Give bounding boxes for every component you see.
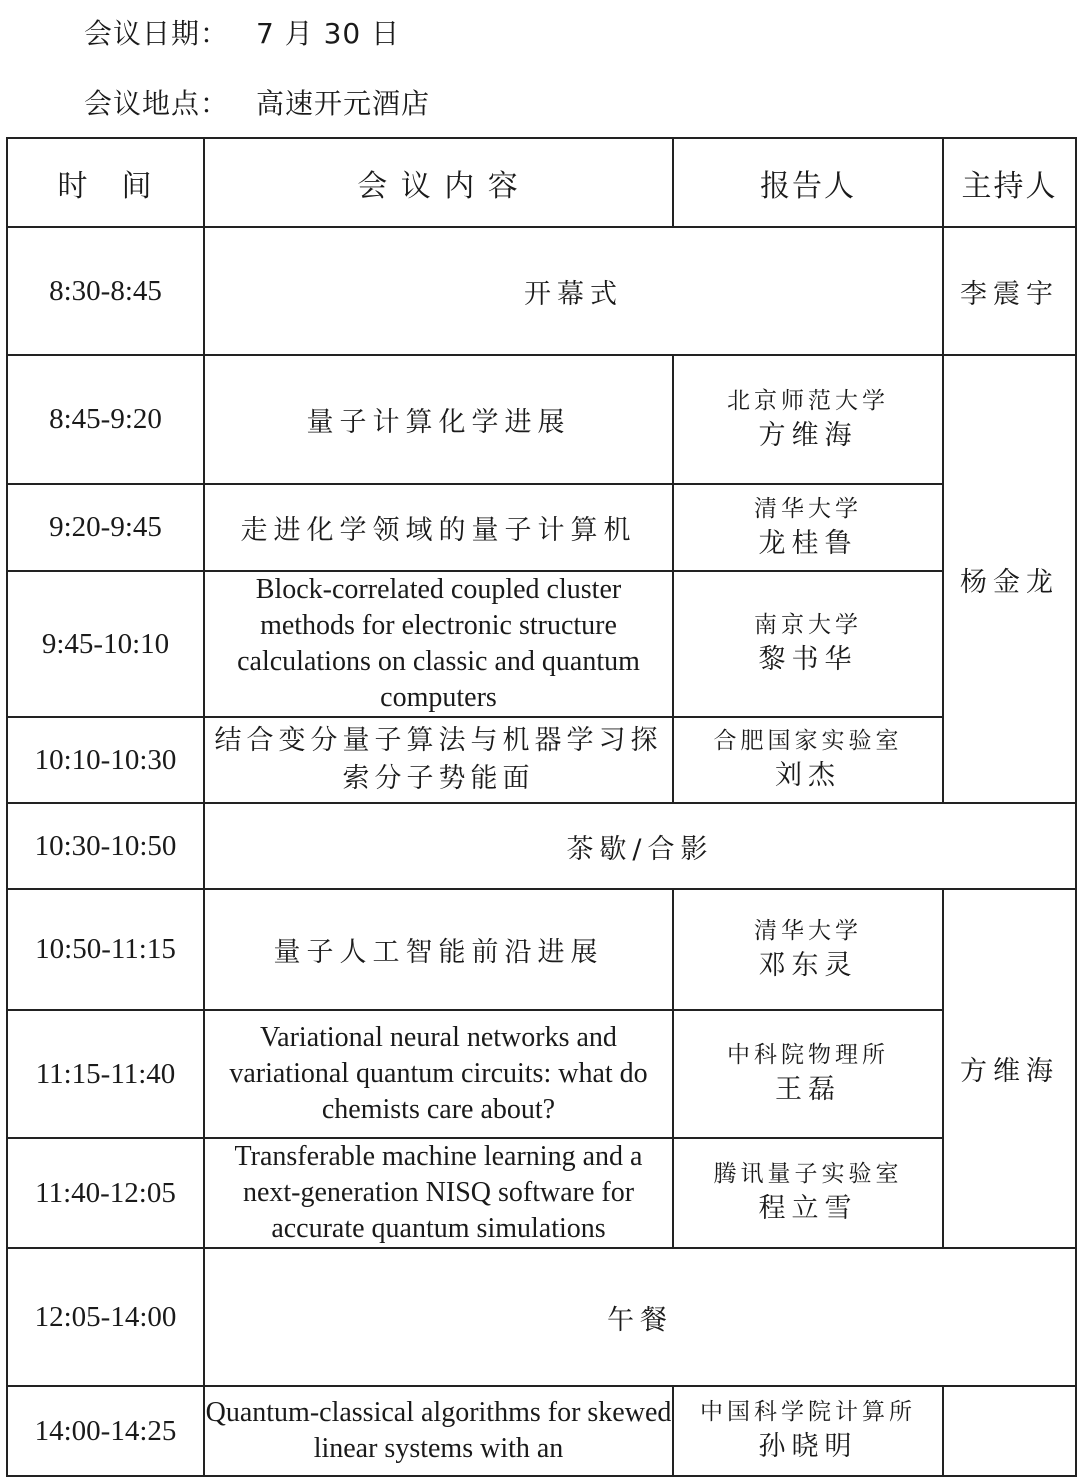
- schedule-table: [6, 137, 1077, 1477]
- speaker-name: 孙晓明: [758, 1431, 858, 1462]
- row-host: 方维海: [943, 889, 1076, 1248]
- speaker-name: 黎书华: [758, 644, 858, 675]
- row-content: 开幕式: [204, 227, 943, 355]
- row-speaker: [673, 484, 943, 571]
- speaker-org: 清华大学: [754, 917, 862, 944]
- table-row: [7, 889, 1076, 1010]
- row-speaker: [673, 355, 943, 484]
- table-row: [7, 717, 1076, 803]
- speaker-name: 方维海: [758, 419, 858, 451]
- row-content: 结合变分量子算法与机器学习探索分子势能面: [204, 717, 673, 803]
- table-row: [7, 1138, 1076, 1248]
- row-content: 走进化学领域的量子计算机: [204, 484, 673, 571]
- row-time: 11:40-12:05: [7, 1138, 204, 1248]
- speaker-name: 程立雪: [758, 1193, 858, 1224]
- table-row: [7, 1010, 1076, 1138]
- row-speaker: [673, 717, 943, 803]
- row-host: 李震宇: [943, 227, 1076, 355]
- row-speaker: [673, 571, 943, 717]
- speaker-org: 南京大学: [754, 612, 862, 638]
- speaker-org: 腾讯量子实验室: [713, 1161, 903, 1187]
- table-row: [7, 571, 1076, 717]
- row-speaker: [673, 1138, 943, 1248]
- row-time: 12:05-14:00: [7, 1248, 204, 1386]
- row-content: Transferable machine learning and a next-generation NISQ software for accurate quantum simulations: [204, 1138, 673, 1248]
- row-content: 午餐: [204, 1248, 1076, 1386]
- row-time: 8:45-9:20: [7, 355, 204, 484]
- row-content: 量子人工智能前沿进展: [204, 889, 673, 1010]
- row-content: Variational neural networks and variational quantum circuits: what do chemists care about?: [204, 1010, 673, 1138]
- row-speaker: [673, 1010, 943, 1138]
- table-row: [7, 227, 1076, 355]
- speaker-name: 王磊: [775, 1074, 841, 1105]
- row-time: 10:30-10:50: [7, 803, 204, 889]
- table-row: [7, 484, 1076, 571]
- speaker-org: 合肥国家实验室: [713, 728, 903, 754]
- row-time: 11:15-11:40: [7, 1010, 204, 1138]
- speaker-org: 清华大学: [754, 495, 862, 522]
- meeting-date-label: 会议日期：: [84, 17, 230, 50]
- row-speaker: [673, 889, 943, 1010]
- table-row: [7, 803, 1076, 889]
- header-row: [7, 138, 1076, 227]
- speaker-name: 龙桂鲁: [758, 527, 858, 559]
- row-content: Block-correlated coupled cluster methods for electronic structure calculations on classic and quantum computers: [204, 571, 673, 717]
- row-time: 10:10-10:30: [7, 717, 204, 803]
- speaker-org: 中国科学院计算所: [700, 1399, 916, 1425]
- meeting-date-value: 7 月 30 日: [256, 17, 401, 50]
- row-host: 杨金龙: [943, 355, 1076, 803]
- meeting-date: [84, 12, 401, 52]
- row-time: 8:30-8:45: [7, 227, 204, 355]
- header-time: 时 间: [7, 138, 204, 227]
- row-content: 量子计算化学进展: [204, 355, 673, 484]
- header-host: 主持人: [943, 138, 1076, 227]
- meeting-place: [84, 82, 431, 122]
- row-time: 9:20-9:45: [7, 484, 204, 571]
- speaker-name: 刘杰: [775, 760, 841, 791]
- table-row: [7, 1248, 1076, 1386]
- row-time: 14:00-14:25: [7, 1386, 204, 1476]
- speaker-org: 中科院物理所: [727, 1042, 889, 1068]
- speaker-name: 邓东灵: [758, 949, 858, 981]
- row-time: 10:50-11:15: [7, 889, 204, 1010]
- table-row: [7, 355, 1076, 484]
- header-speaker: 报告人: [673, 138, 943, 227]
- row-time: 9:45-10:10: [7, 571, 204, 717]
- speaker-org: 北京师范大学: [727, 387, 889, 414]
- meeting-place-label: 会议地点：: [84, 87, 230, 120]
- row-content: 茶歇/合影: [204, 803, 1076, 889]
- row-content: Quantum-classical algorithms for skewed linear systems with an: [204, 1386, 673, 1476]
- meeting-place-value: 高速开元酒店: [256, 87, 431, 120]
- header-content: 会 议 内 容: [204, 138, 673, 227]
